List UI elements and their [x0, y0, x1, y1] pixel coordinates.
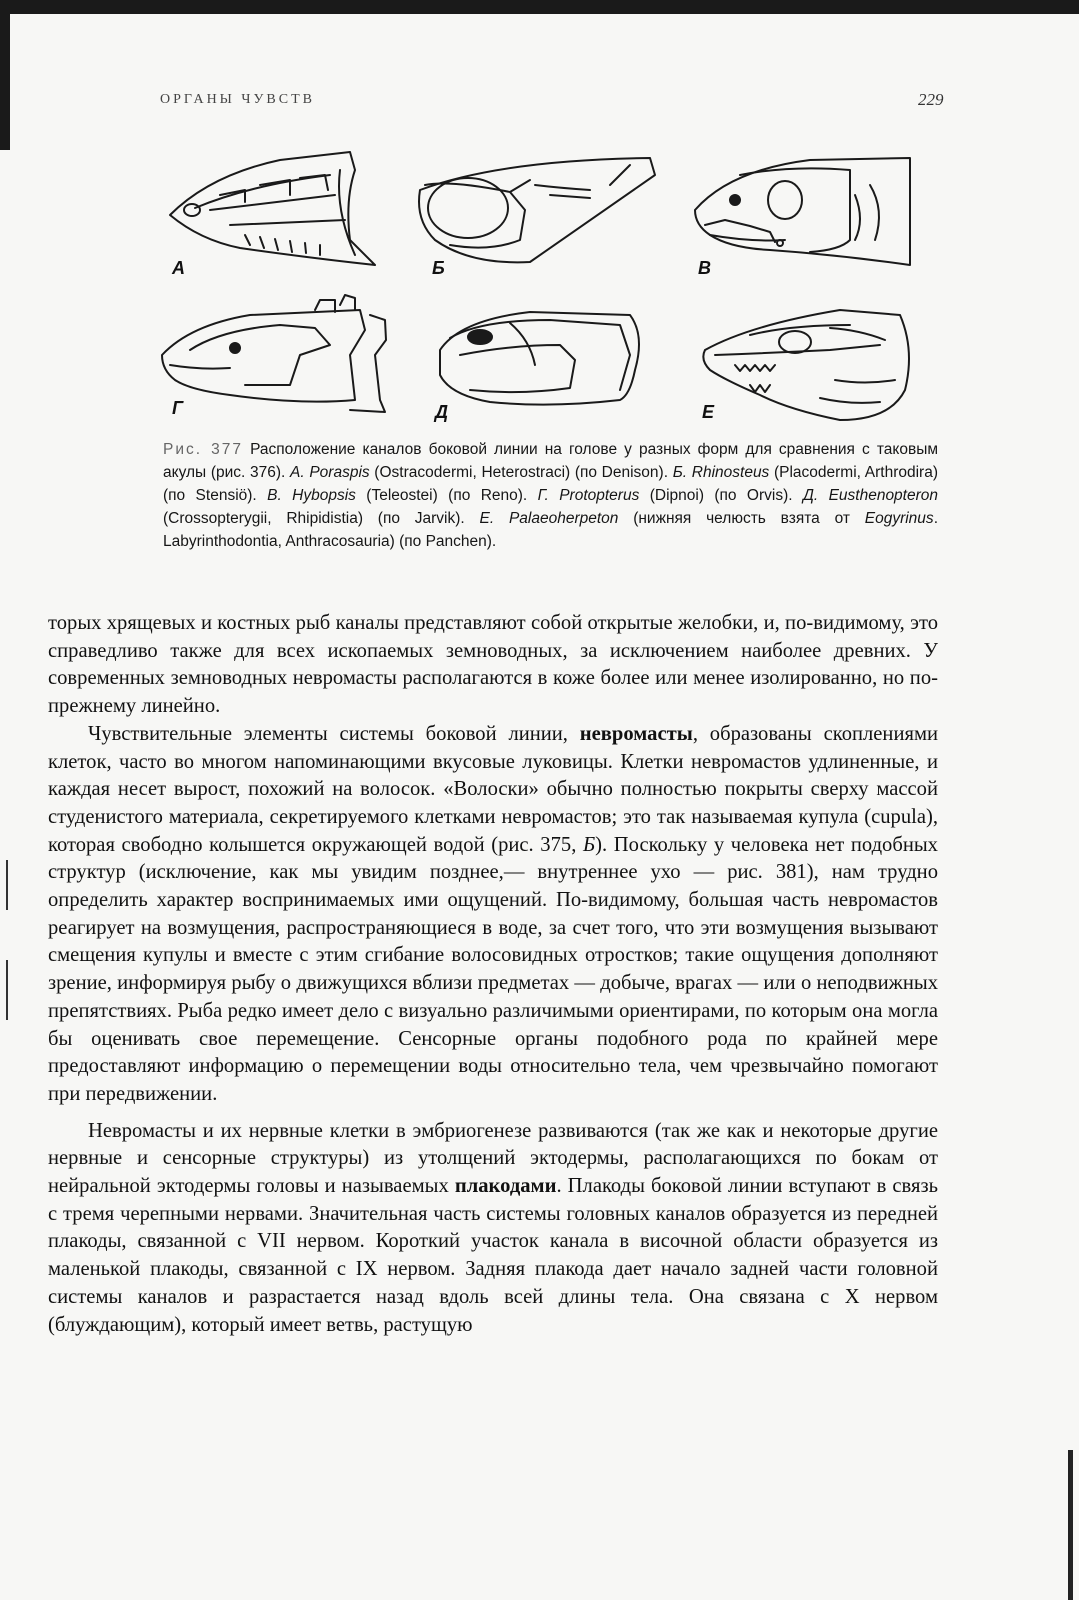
- caption-item-text: (Ostracodermi, Heterostraci) (по Denison).: [369, 464, 673, 481]
- caption-item-label: В.: [267, 487, 282, 504]
- caption-genus: Palaeoherpeton: [508, 510, 619, 527]
- paragraph-2-text: , образованы скоплениями клеток, часто во многом напоминающими вкусовые луковицы. Клетки невромастов удлиненные, и каждая несет вырост, похожий на волосок. «Волоски» обычно полностью покрыты сверху массой студенистого материала, секретируемого клетками невромастов; это так называемая купула (cupula), которая свободно колышется окружающей водой (рис. 375,: [48, 722, 938, 856]
- panel-label-b: Б: [432, 258, 445, 278]
- term-neuromasts: невромасты: [579, 722, 693, 745]
- caption-item-text: (Teleostei) (по Reno).: [355, 487, 538, 504]
- lateral-line-figure: [150, 140, 930, 440]
- caption-genus: Protopterus: [559, 487, 640, 504]
- caption-item-label: Г.: [537, 487, 549, 504]
- caption-item-text: . Labyrinthodontia, Anthracosauria) (по Panchen).: [163, 510, 938, 550]
- scan-mark: [6, 860, 8, 910]
- caption-item-text: (нижняя челюсть взята от: [618, 510, 865, 527]
- caption-number: Рис. 377: [163, 441, 243, 458]
- term-placodes: плакодами: [454, 1175, 557, 1198]
- figure-reference: Б: [582, 833, 596, 856]
- caption-item-label: Б.: [672, 464, 688, 481]
- paragraph-2-text: Чувствительные элементы системы боковой линии,: [88, 722, 580, 745]
- scan-border-top: [0, 0, 1079, 14]
- caption-genus: Eusthenopteron: [828, 487, 939, 504]
- head-drawing-f: [703, 310, 909, 420]
- panel-label-d: Г: [172, 398, 184, 418]
- body-text: [48, 610, 938, 1339]
- running-title: ОРГАНЫ ЧУВСТВ: [160, 92, 315, 107]
- paragraph-3-text: Невромасты и их нервные клетки в эмбриогенезе развиваются (так же как и некоторые другие нервные и сенсорные структуры) из утолщений эктодермы, располагающихся по бокам от нейральной эктодермы головы и называемых: [48, 1119, 938, 1198]
- head-drawing-a: [170, 152, 375, 265]
- figure-caption: [163, 438, 938, 553]
- caption-genus: Hybopsis: [292, 487, 356, 504]
- panel-label-f: Е: [702, 402, 715, 422]
- caption-genus: Eogyrinus: [864, 510, 934, 527]
- caption-item-text: (Crossopterygii, Rhipidistia) (по Jarvik).: [163, 510, 480, 527]
- paragraph-2: [48, 721, 938, 1109]
- paragraph-3: [48, 1118, 938, 1340]
- head-drawing-b: [419, 158, 655, 262]
- figure-drawings: [150, 140, 930, 440]
- head-drawing-d: [162, 295, 386, 412]
- page-number: 229: [918, 90, 944, 109]
- paragraph-3-text: . Плакоды боковой линии вступают в связь с тремя черепными нервами. Значительная часть системы головных каналов образуется из передней плакоды, связанной с VII нервом. Короткий участок канала в височной области образуется из маленькой плакоды, связанной с IX нервом. Задняя плакода дает начало задней части головной системы каналов и разрастается назад вдоль всей длины тела. Она связана с X нервом (блуждающим), который имеет ветвь, растущую: [48, 1175, 938, 1336]
- caption-item-text: (Placodermi, Arthrodira) (по Stensiö).: [163, 464, 938, 504]
- caption-item-label: Д.: [802, 487, 819, 504]
- caption-item-text: (Dipnoi) (по Orvis).: [639, 487, 803, 504]
- scan-border-right: [1068, 1450, 1073, 1600]
- head-drawing-e: [440, 312, 639, 405]
- panel-label-e: Д: [435, 402, 448, 422]
- scan-border-left: [0, 0, 10, 150]
- caption-item-label: А.: [290, 464, 305, 481]
- panel-label-a: А: [172, 258, 185, 278]
- caption-text: Расположение каналов боковой линии на голове у разных форм для сравнения с таковым акулы (рис. 376).: [163, 441, 938, 481]
- scan-mark: [6, 960, 8, 1020]
- caption-genus: Rhinosteus: [691, 464, 770, 481]
- panel-label-c: В: [698, 258, 711, 278]
- paragraph-2-text: ). Поскольку у человека нет подобных структур (исключение, как мы увидим позднее,— внутреннее ухо — рис. 381), нам трудно определить характер воспринимаемых ими ощущений. По-видимому, большая часть невромастов реагирует на возмущения, распространяющиеся в воде, за счет того, что эти возмущения вызывают смещения купулы и вместе с этим сгибание волосовидных отростков; такие ощущения дополняют зрение, информируя рыбу о движущихся вблизи предметах — добыче, врагах — или о неподвижных препятствиях. Рыба редко имеет дело с визуально различимыми ориентирами, по которым она могла бы оценивать свое перемещение. Сенсорные органы подобного рода по крайней мере предоставляют информацию о перемещении воды относительно тела, чем чрезвычайно помогают при передвижении.: [48, 833, 938, 1105]
- head-drawing-c: [695, 158, 910, 265]
- paragraph-1: торых хрящевых и костных рыб каналы представляют собой открытые желобки, и, по-видимому, это справедливо также для всех ископаемых земноводных, за исключением наиболее древних. У современных земноводных невромасты располагаются в коже более или менее изолированно, но по-прежнему линейно.: [48, 612, 938, 718]
- caption-item-label: Е.: [479, 510, 495, 527]
- caption-genus: Poraspis: [309, 464, 370, 481]
